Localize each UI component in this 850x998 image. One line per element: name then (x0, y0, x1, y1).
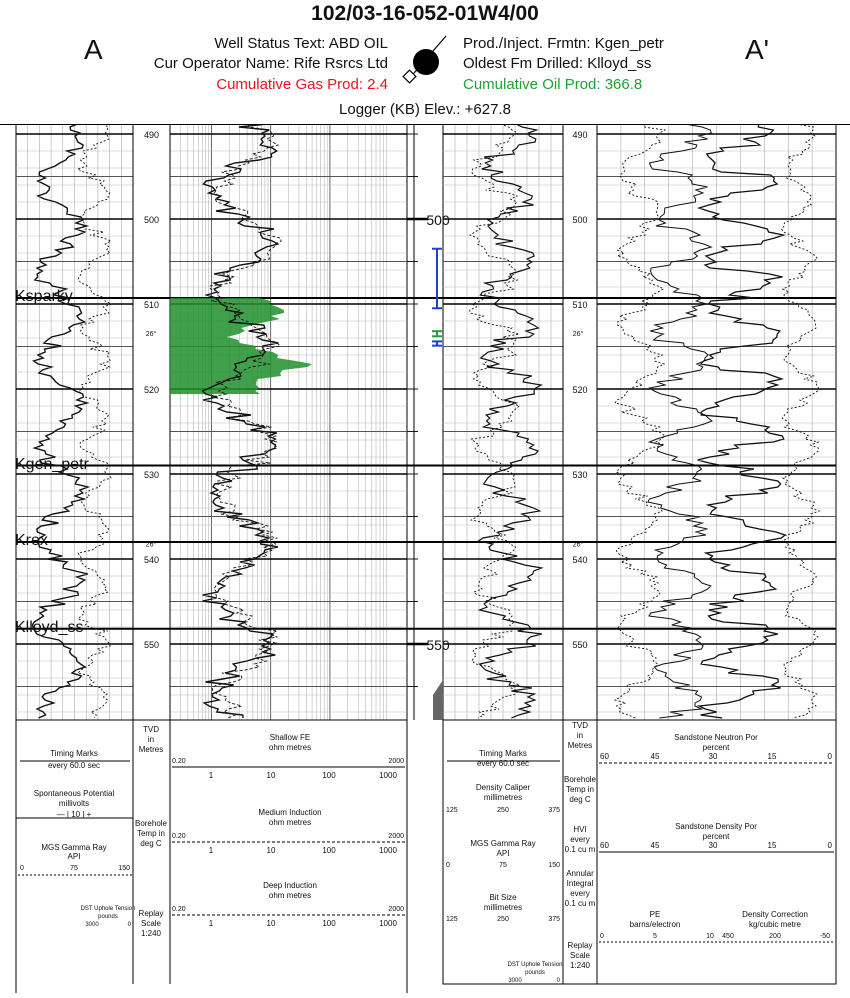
well-id-title: 102/03-16-052-01W4/00 (311, 2, 539, 25)
legend-text: every (570, 889, 590, 898)
legend-text: DST Uphole Tension (507, 962, 563, 968)
legend-text: 100 (322, 919, 336, 928)
depth-label: 490 (143, 130, 160, 140)
legend-text: Spontaneous Potential (33, 789, 115, 798)
legend-text: 0 (556, 978, 560, 984)
legend-text: 75 (499, 862, 507, 869)
legend-text: every (570, 835, 590, 844)
legend-text: every 60.0 sec (476, 759, 530, 768)
legend-text: 60 (600, 752, 609, 761)
legend-text: 10 (266, 846, 276, 855)
depth-label: 510 (572, 300, 588, 310)
legend-text: 15 (767, 752, 777, 761)
legend-text: 0 (446, 862, 450, 869)
legend-text: 1000 (379, 919, 397, 928)
legend-text: MGS Gamma Ray (470, 839, 536, 848)
legend-text: 0 (600, 933, 604, 940)
legend-text: ohm metres (268, 891, 312, 900)
legend-text: -50 (819, 933, 830, 940)
cumulative-gas-prod: Cumulative Gas Prod: 2.4 (216, 76, 388, 93)
legend-text: 250 (497, 916, 509, 923)
depth-label: 550 (572, 640, 588, 650)
legend-text: 2000 (388, 833, 404, 840)
legend-text: barns/electron (629, 920, 681, 929)
legend-text: Bit Size (489, 893, 517, 902)
legend-text: 0.1 cu m (564, 845, 596, 854)
legend-text: 0.20 (172, 906, 186, 913)
legend-text: deg C (569, 795, 591, 804)
legend-text: pounds (525, 970, 545, 976)
depth-label: 540 (572, 555, 588, 565)
legend-text: Temp in (565, 785, 595, 794)
well-status-text: Well Status Text: ABD OIL (214, 35, 388, 52)
legend-text: 10 (706, 933, 714, 940)
legend-text: Shallow FE (269, 733, 311, 742)
producing-formation: Prod./Inject. Frmtn: Kgen_petr (463, 35, 664, 52)
legend-text: 75 (70, 865, 78, 872)
depth-label: 530 (143, 470, 160, 480)
legend-text: 250 (497, 807, 509, 814)
well-log-panel (0, 124, 850, 993)
legend-text: Temp in (136, 829, 166, 838)
legend-text: kg/cubic metre (748, 920, 802, 929)
legend-text: PE (649, 910, 661, 919)
legend-text: millivolts (58, 799, 90, 808)
legend-text: 0 (827, 752, 832, 761)
legend-text: Medium Induction (258, 808, 322, 817)
depth-label: 510 (143, 300, 160, 310)
legend-text: 45 (650, 752, 660, 761)
legend-text: 0.20 (172, 833, 186, 840)
legend-text: Replay (138, 909, 164, 918)
legend-text: 1 (208, 771, 214, 780)
legend-text: 200 (769, 933, 781, 940)
section-wedge (433, 680, 443, 720)
legend-text: 0 (20, 865, 24, 872)
legend-text: MGS Gamma Ray (41, 843, 107, 852)
section-end-marker: A' (745, 34, 770, 65)
legend-text: ohm metres (268, 743, 312, 752)
legend-text: 375 (548, 807, 560, 814)
temp-note: 26° (572, 541, 584, 549)
section-start-marker: A (84, 34, 103, 65)
legend-text: DST Uphole Tension (80, 906, 136, 912)
depth-label: 540 (143, 555, 160, 565)
legend-text: 30 (708, 752, 718, 761)
legend-text: 3000 (508, 978, 522, 984)
legend-text: HVI (573, 825, 587, 834)
center-depth-label: 500 (426, 212, 450, 228)
legend-text: Density Correction (742, 910, 808, 919)
legend-text: Scale (569, 951, 591, 960)
legend-text: Deep Induction (263, 881, 317, 890)
legend-text: 2000 (388, 758, 404, 765)
depth-track-right (563, 124, 597, 720)
legend-text: 125 (446, 916, 458, 923)
legend-text: 10 (266, 771, 276, 780)
formation-label: Ksparky (15, 288, 73, 306)
depth-label: 520 (143, 385, 160, 395)
formation-label: Krex (15, 532, 48, 549)
depth-label: 520 (572, 385, 588, 395)
legend-text: 0.1 cu m (564, 899, 596, 908)
legend-text: 0 (827, 841, 832, 850)
legend-text: Timing Marks (479, 749, 527, 758)
cumulative-oil-prod: Cumulative Oil Prod: 366.8 (463, 76, 643, 93)
oldest-formation: Oldest Fm Drilled: Klloyd_ss (463, 55, 652, 72)
log-section (0, 124, 850, 993)
legend-text: millimetres (483, 793, 523, 802)
legend-text: TVD (143, 725, 159, 734)
legend-text: API (67, 852, 81, 861)
temp-note: 26° (145, 330, 157, 338)
legend-text: 0.20 (172, 758, 186, 765)
legend-text: in (576, 731, 584, 740)
temp-note: 26° (572, 330, 584, 338)
legend-text: deg C (140, 839, 162, 848)
legend-text: ohm metres (268, 818, 312, 827)
legend-text: 100 (322, 846, 336, 855)
legend-text: Replay (567, 941, 593, 950)
legend-text: Borehole (134, 819, 168, 828)
legend-text: percent (702, 743, 730, 752)
legend-text: 30 (708, 841, 718, 850)
depth-label: 500 (572, 215, 588, 225)
legend-text: 3000 (85, 922, 99, 928)
legend-text: 375 (548, 916, 560, 923)
logger-elevation: Logger (KB) Elev.: +627.8 (339, 101, 511, 118)
legend-text: Sandstone Neutron Por (674, 733, 758, 742)
legend-text: Timing Marks (50, 749, 98, 758)
depth-label: 530 (572, 470, 588, 480)
legend-text: — | 10 | + (56, 810, 92, 819)
legend-text: 2000 (388, 906, 404, 913)
legend-text: millimetres (483, 903, 523, 912)
legend-text: 1000 (379, 771, 397, 780)
formation-label: Kgen_petr (15, 455, 89, 473)
depth-label: 490 (572, 130, 588, 140)
legend-text: 1:240 (140, 929, 162, 938)
legend-text: Scale (140, 919, 162, 928)
legend-text: 125 (446, 807, 458, 814)
legend-text: Metres (138, 745, 164, 754)
legend-text: 1 (208, 846, 214, 855)
legend-text: TVD (572, 721, 588, 730)
legend-text: percent (702, 832, 730, 841)
legend-text: Density Caliper (475, 783, 531, 792)
legend-text: 0 (127, 922, 131, 928)
legend-text: 150 (118, 865, 130, 872)
center-depth-label: 550 (426, 637, 450, 653)
legend-text: Annular (566, 869, 594, 878)
legend-text: every 60.0 sec (47, 761, 101, 770)
legend-text: 100 (322, 771, 336, 780)
operator-name: Cur Operator Name: Rife Rsrcs Ltd (153, 55, 388, 72)
legend-text: 15 (767, 841, 777, 850)
well-header (0, 0, 850, 124)
legend-text: 150 (548, 862, 560, 869)
legend-text: 5 (653, 933, 657, 940)
legend-text: API (496, 849, 510, 858)
temp-note: 26° (145, 541, 157, 549)
formation-label: Klloyd_ss (15, 618, 84, 636)
legend-text: 450 (722, 933, 734, 940)
legend-text: 10 (266, 919, 276, 928)
legend-text: pounds (98, 914, 118, 920)
legend-text: 1:240 (569, 961, 591, 970)
depth-label: 550 (143, 640, 160, 650)
depth-label: 500 (143, 215, 160, 225)
legend-text: Borehole (563, 775, 597, 784)
abandoned-oil-well-icon (400, 32, 452, 88)
legend-text: Metres (567, 741, 593, 750)
legend-text: 60 (600, 841, 609, 850)
legend-text: Integral (566, 879, 594, 888)
legend-text: 45 (650, 841, 660, 850)
legend-text: 1000 (379, 846, 397, 855)
legend-text: 1 (208, 919, 214, 928)
legend-text: in (147, 735, 155, 744)
depth-track-left (133, 124, 170, 720)
legend-text: Sandstone Density Por (675, 822, 757, 831)
